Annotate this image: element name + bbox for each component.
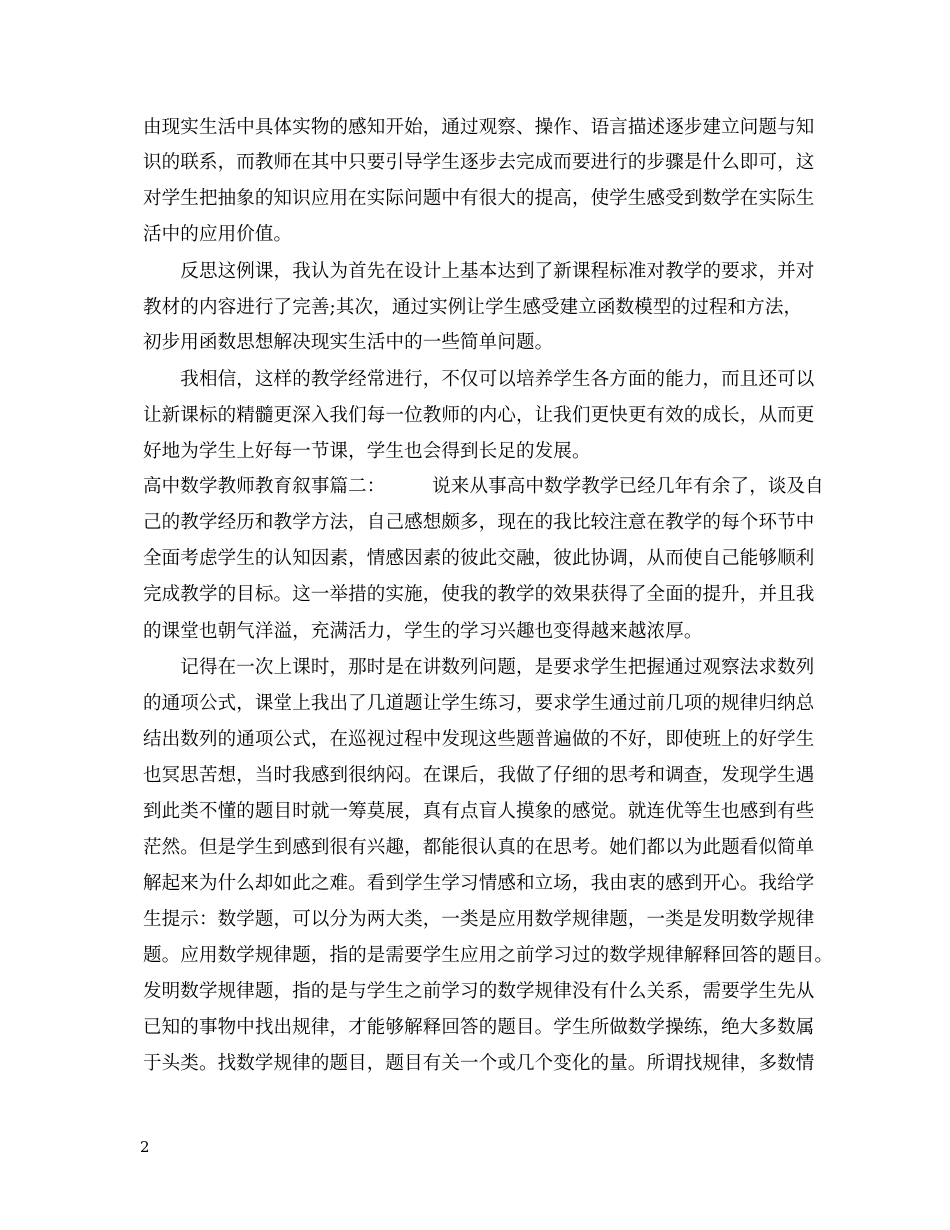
text-line: 结出数列的通项公式，在巡视过程中发现这些题普遍做的不好，即使班上的好学生 [143, 729, 815, 750]
section-heading-line: 高中数学教师教育叙事篇二： 说来从事高中数学教学已经几年有余了，谈及自 [143, 476, 824, 497]
text-line: 活中的应用价值。 [143, 224, 293, 245]
text-line: 初步用函数思想解决现实生活中的一些简单问题。 [143, 332, 554, 353]
text-line: 由现实生活中具体实物的感知开始，通过观察、操作、语言描述逐步建立问题与知 [143, 117, 815, 138]
text-line: 记得在一次上课时，那时是在讲数列问题，是要求学生把握通过观察法求数列 [143, 657, 815, 678]
text-line: 全面考虑学生的认知因素，情感因素的彼此交融，彼此协调，从而使自己能够顺利 [143, 548, 815, 569]
text-line: 识的联系，而教师在其中只要引导学生逐步去完成而要进行的步骤是什么即可，这 [143, 152, 815, 173]
text-line: 己的教学经历和教学方法，自己感想颇多，现在的我比较注意在教学的每个环节中 [143, 512, 815, 533]
text-line: 茫然。但是学生到感到很有兴趣，都能很认真的在思考。她们都以为此题看似简单 [143, 837, 815, 858]
text-line: 发明数学规律题，指的是与学生之前学习的数学规律没有什么关系，需要学生先从 [143, 981, 815, 1002]
text-line: 也冥思苦想，当时我感到很纳闷。在课后，我做了仔细的思考和调查，发现学生遇 [143, 765, 815, 786]
text-line: 好地为学生上好每一节课，学生也会得到长足的发展。 [143, 441, 591, 462]
text-line: 解起来为什么却如此之难。看到学生学习情感和立场，我由衷的感到开心。我给学 [143, 873, 815, 894]
text-line: 到此类不懂的题目时就一筹莫展，真有点盲人摸象的感觉。就连优等生也感到有些 [143, 801, 815, 822]
text-line: 教材的内容进行了完善;其次，通过实例让学生感受建立函数模型的过程和方法， [143, 297, 803, 318]
text-line: 反思这例课，我认为首先在设计上基本达到了新课程标准对教学的要求，并对 [143, 261, 815, 282]
text-line: 完成教学的目标。这一举措的实施，使我的教学的效果获得了全面的提升，并且我 [143, 584, 815, 605]
text-line: 让新课标的精髓更深入我们每一位教师的内心，让我们更快更有效的成长，从而更 [143, 405, 815, 426]
text-line: 于头类。找数学规律的题目，题目有关一个或几个变化的量。所谓找规律，多数情 [143, 1053, 815, 1074]
text-line: 题。应用数学规律题，指的是需要学生应用之前学习过的数学规律解释回答的题目。 [143, 945, 834, 966]
text-line: 的课堂也朝气洋溢，充满活力，学生的学习兴趣也变得越来越浓厚。 [143, 621, 703, 642]
text-line: 的通项公式，课堂上我出了几道题让学生练习，要求学生通过前几项的规律归纳总 [143, 693, 815, 714]
text-line: 对学生把抽象的知识应用在实际问题中有很大的提高，使学生感受到数学在实际生 [143, 188, 815, 209]
page-number: 2 [140, 1138, 150, 1156]
text-line: 生提示：数学题，可以分为两大类，一类是应用数学规律题，一类是发明数学规律 [143, 909, 815, 930]
text-line: 我相信，这样的教学经常进行，不仅可以培养学生各方面的能力，而且还可以 [143, 369, 815, 390]
text-line: 已知的事物中找出规律，才能够解释回答的题目。学生所做数学操练，绝大多数属 [143, 1017, 815, 1038]
